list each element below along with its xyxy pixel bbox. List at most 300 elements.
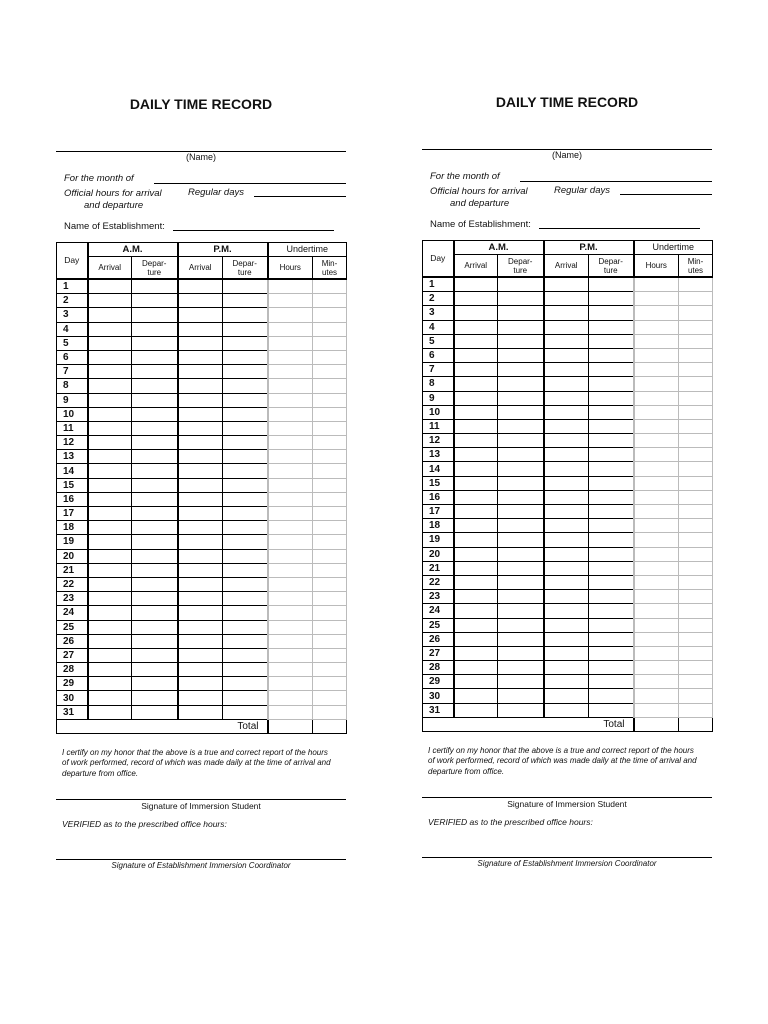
am-departure-cell[interactable] [132,450,178,464]
establishment-field[interactable] [539,228,700,229]
pm-departure-cell[interactable] [223,492,268,506]
pm-departure-cell[interactable] [589,632,634,646]
am-arrival-cell[interactable] [88,648,132,662]
am-departure-cell[interactable] [498,405,544,419]
pm-departure-cell[interactable] [223,606,268,620]
pm-departure-cell[interactable] [589,405,634,419]
pm-arrival-cell[interactable] [178,350,223,364]
am-arrival-cell[interactable] [454,675,498,689]
pm-departure-cell[interactable] [589,661,634,675]
undertime-hours-cell[interactable] [634,505,679,519]
am-departure-cell[interactable] [132,507,178,521]
am-arrival-cell[interactable] [88,549,132,563]
am-arrival-cell[interactable] [454,391,498,405]
am-arrival-cell[interactable] [88,677,132,691]
am-arrival-cell[interactable] [88,492,132,506]
pm-arrival-cell[interactable] [544,618,589,632]
pm-arrival-cell[interactable] [544,320,589,334]
undertime-hours-cell[interactable] [268,308,313,322]
undertime-minutes-cell[interactable] [313,606,347,620]
pm-departure-cell[interactable] [589,561,634,575]
am-departure-cell[interactable] [498,590,544,604]
am-arrival-cell[interactable] [454,604,498,618]
am-arrival-cell[interactable] [454,306,498,320]
undertime-minutes-cell[interactable] [679,377,713,391]
pm-arrival-cell[interactable] [178,592,223,606]
pm-arrival-cell[interactable] [544,348,589,362]
pm-departure-cell[interactable] [589,434,634,448]
undertime-hours-cell[interactable] [268,549,313,563]
pm-arrival-cell[interactable] [544,434,589,448]
am-arrival-cell[interactable] [454,462,498,476]
establishment-field[interactable] [173,230,334,231]
undertime-minutes-cell[interactable] [313,535,347,549]
undertime-minutes-cell[interactable] [679,519,713,533]
undertime-minutes-cell[interactable] [679,632,713,646]
undertime-hours-cell[interactable] [268,563,313,577]
pm-departure-cell[interactable] [223,407,268,421]
pm-arrival-cell[interactable] [178,308,223,322]
pm-arrival-cell[interactable] [178,677,223,691]
undertime-hours-cell[interactable] [634,547,679,561]
am-arrival-cell[interactable] [88,507,132,521]
undertime-minutes-cell[interactable] [679,646,713,660]
undertime-hours-cell[interactable] [268,407,313,421]
am-arrival-cell[interactable] [454,320,498,334]
am-departure-cell[interactable] [132,577,178,591]
am-arrival-cell[interactable] [88,620,132,634]
pm-departure-cell[interactable] [223,294,268,308]
pm-arrival-cell[interactable] [178,478,223,492]
am-departure-cell[interactable] [132,336,178,350]
pm-departure-cell[interactable] [589,476,634,490]
total-hours-cell[interactable] [634,717,679,731]
undertime-minutes-cell[interactable] [679,505,713,519]
am-arrival-cell[interactable] [454,419,498,433]
am-arrival-cell[interactable] [454,363,498,377]
undertime-hours-cell[interactable] [634,490,679,504]
total-hours-cell[interactable] [268,719,313,733]
am-arrival-cell[interactable] [88,350,132,364]
pm-departure-cell[interactable] [223,620,268,634]
undertime-hours-cell[interactable] [268,450,313,464]
undertime-hours-cell[interactable] [268,436,313,450]
pm-departure-cell[interactable] [589,547,634,561]
am-arrival-cell[interactable] [88,365,132,379]
pm-departure-cell[interactable] [223,336,268,350]
undertime-minutes-cell[interactable] [313,464,347,478]
pm-departure-cell[interactable] [223,535,268,549]
pm-arrival-cell[interactable] [544,575,589,589]
pm-arrival-cell[interactable] [178,279,223,294]
am-arrival-cell[interactable] [88,606,132,620]
undertime-minutes-cell[interactable] [679,533,713,547]
undertime-minutes-cell[interactable] [313,677,347,691]
pm-arrival-cell[interactable] [544,363,589,377]
undertime-minutes-cell[interactable] [679,575,713,589]
am-arrival-cell[interactable] [88,592,132,606]
pm-departure-cell[interactable] [589,490,634,504]
am-departure-cell[interactable] [498,448,544,462]
pm-departure-cell[interactable] [223,691,268,705]
undertime-minutes-cell[interactable] [313,563,347,577]
undertime-hours-cell[interactable] [634,434,679,448]
am-departure-cell[interactable] [498,348,544,362]
undertime-hours-cell[interactable] [268,336,313,350]
pm-arrival-cell[interactable] [178,663,223,677]
am-departure-cell[interactable] [498,320,544,334]
am-departure-cell[interactable] [132,691,178,705]
pm-arrival-cell[interactable] [178,336,223,350]
am-arrival-cell[interactable] [88,322,132,336]
am-departure-cell[interactable] [498,490,544,504]
undertime-minutes-cell[interactable] [679,618,713,632]
undertime-hours-cell[interactable] [268,350,313,364]
undertime-minutes-cell[interactable] [679,462,713,476]
undertime-hours-cell[interactable] [268,535,313,549]
undertime-hours-cell[interactable] [634,646,679,660]
am-departure-cell[interactable] [132,322,178,336]
am-arrival-cell[interactable] [88,294,132,308]
am-departure-cell[interactable] [498,292,544,306]
pm-departure-cell[interactable] [223,577,268,591]
am-arrival-cell[interactable] [454,348,498,362]
am-departure-cell[interactable] [132,421,178,435]
undertime-hours-cell[interactable] [268,677,313,691]
undertime-hours-cell[interactable] [634,277,679,292]
am-arrival-cell[interactable] [454,476,498,490]
undertime-hours-cell[interactable] [268,379,313,393]
pm-arrival-cell[interactable] [178,705,223,719]
undertime-hours-cell[interactable] [268,464,313,478]
regular-days-field[interactable] [254,196,346,197]
am-departure-cell[interactable] [498,575,544,589]
am-arrival-cell[interactable] [454,448,498,462]
pm-departure-cell[interactable] [589,533,634,547]
pm-departure-cell[interactable] [223,308,268,322]
pm-arrival-cell[interactable] [544,292,589,306]
regular-days-field[interactable] [620,194,712,195]
am-departure-cell[interactable] [132,294,178,308]
am-arrival-cell[interactable] [454,661,498,675]
undertime-minutes-cell[interactable] [679,363,713,377]
am-arrival-cell[interactable] [454,618,498,632]
am-departure-cell[interactable] [498,363,544,377]
pm-arrival-cell[interactable] [178,322,223,336]
undertime-hours-cell[interactable] [634,533,679,547]
undertime-minutes-cell[interactable] [679,292,713,306]
undertime-hours-cell[interactable] [634,363,679,377]
undertime-hours-cell[interactable] [268,322,313,336]
pm-departure-cell[interactable] [589,618,634,632]
am-departure-cell[interactable] [132,705,178,719]
am-departure-cell[interactable] [498,462,544,476]
am-departure-cell[interactable] [132,606,178,620]
am-arrival-cell[interactable] [454,561,498,575]
pm-departure-cell[interactable] [589,505,634,519]
pm-departure-cell[interactable] [223,379,268,393]
undertime-hours-cell[interactable] [634,519,679,533]
pm-departure-cell[interactable] [223,507,268,521]
pm-arrival-cell[interactable] [544,604,589,618]
undertime-hours-cell[interactable] [268,294,313,308]
undertime-hours-cell[interactable] [268,507,313,521]
undertime-minutes-cell[interactable] [679,561,713,575]
am-departure-cell[interactable] [132,634,178,648]
am-departure-cell[interactable] [498,377,544,391]
pm-departure-cell[interactable] [223,421,268,435]
undertime-minutes-cell[interactable] [313,592,347,606]
undertime-minutes-cell[interactable] [679,604,713,618]
am-departure-cell[interactable] [132,279,178,294]
pm-arrival-cell[interactable] [544,490,589,504]
undertime-minutes-cell[interactable] [313,421,347,435]
undertime-minutes-cell[interactable] [313,450,347,464]
undertime-minutes-cell[interactable] [679,661,713,675]
pm-departure-cell[interactable] [223,677,268,691]
pm-departure-cell[interactable] [223,592,268,606]
am-departure-cell[interactable] [498,675,544,689]
undertime-hours-cell[interactable] [634,334,679,348]
am-arrival-cell[interactable] [454,689,498,703]
undertime-minutes-cell[interactable] [679,306,713,320]
pm-departure-cell[interactable] [223,521,268,535]
am-departure-cell[interactable] [498,434,544,448]
am-arrival-cell[interactable] [454,519,498,533]
am-departure-cell[interactable] [132,592,178,606]
pm-departure-cell[interactable] [589,604,634,618]
am-arrival-cell[interactable] [88,407,132,421]
am-departure-cell[interactable] [498,419,544,433]
am-arrival-cell[interactable] [454,703,498,717]
undertime-hours-cell[interactable] [268,577,313,591]
pm-departure-cell[interactable] [589,292,634,306]
undertime-minutes-cell[interactable] [679,419,713,433]
pm-arrival-cell[interactable] [544,391,589,405]
am-arrival-cell[interactable] [454,277,498,292]
pm-departure-cell[interactable] [589,575,634,589]
am-arrival-cell[interactable] [88,336,132,350]
undertime-hours-cell[interactable] [634,320,679,334]
undertime-hours-cell[interactable] [268,478,313,492]
undertime-minutes-cell[interactable] [679,320,713,334]
pm-arrival-cell[interactable] [544,519,589,533]
pm-departure-cell[interactable] [223,436,268,450]
undertime-hours-cell[interactable] [268,648,313,662]
am-departure-cell[interactable] [132,478,178,492]
undertime-hours-cell[interactable] [268,634,313,648]
pm-arrival-cell[interactable] [178,563,223,577]
undertime-hours-cell[interactable] [268,421,313,435]
am-departure-cell[interactable] [498,334,544,348]
am-departure-cell[interactable] [132,677,178,691]
pm-arrival-cell[interactable] [178,492,223,506]
pm-departure-cell[interactable] [223,663,268,677]
am-arrival-cell[interactable] [88,464,132,478]
undertime-hours-cell[interactable] [634,292,679,306]
pm-departure-cell[interactable] [223,634,268,648]
pm-arrival-cell[interactable] [178,365,223,379]
undertime-hours-cell[interactable] [634,391,679,405]
pm-arrival-cell[interactable] [544,646,589,660]
am-departure-cell[interactable] [132,663,178,677]
am-departure-cell[interactable] [498,689,544,703]
pm-departure-cell[interactable] [589,348,634,362]
pm-arrival-cell[interactable] [544,675,589,689]
am-arrival-cell[interactable] [454,377,498,391]
undertime-minutes-cell[interactable] [679,547,713,561]
month-field[interactable] [520,181,712,182]
am-departure-cell[interactable] [498,646,544,660]
am-departure-cell[interactable] [498,519,544,533]
am-departure-cell[interactable] [498,632,544,646]
am-arrival-cell[interactable] [88,663,132,677]
pm-arrival-cell[interactable] [178,421,223,435]
pm-arrival-cell[interactable] [544,505,589,519]
am-departure-cell[interactable] [498,604,544,618]
pm-departure-cell[interactable] [223,279,268,294]
undertime-minutes-cell[interactable] [679,334,713,348]
undertime-hours-cell[interactable] [634,476,679,490]
undertime-hours-cell[interactable] [268,492,313,506]
pm-arrival-cell[interactable] [544,547,589,561]
pm-departure-cell[interactable] [589,590,634,604]
undertime-hours-cell[interactable] [634,405,679,419]
am-arrival-cell[interactable] [88,308,132,322]
pm-arrival-cell[interactable] [178,507,223,521]
pm-arrival-cell[interactable] [178,393,223,407]
pm-departure-cell[interactable] [589,377,634,391]
am-departure-cell[interactable] [132,535,178,549]
undertime-minutes-cell[interactable] [679,675,713,689]
am-departure-cell[interactable] [498,306,544,320]
pm-departure-cell[interactable] [589,646,634,660]
pm-departure-cell[interactable] [589,703,634,717]
undertime-hours-cell[interactable] [268,521,313,535]
undertime-minutes-cell[interactable] [313,308,347,322]
pm-departure-cell[interactable] [223,350,268,364]
undertime-minutes-cell[interactable] [313,663,347,677]
am-departure-cell[interactable] [132,648,178,662]
pm-arrival-cell[interactable] [544,448,589,462]
undertime-minutes-cell[interactable] [313,379,347,393]
am-departure-cell[interactable] [132,350,178,364]
pm-departure-cell[interactable] [223,563,268,577]
undertime-minutes-cell[interactable] [313,634,347,648]
undertime-hours-cell[interactable] [634,618,679,632]
pm-arrival-cell[interactable] [178,464,223,478]
pm-arrival-cell[interactable] [178,521,223,535]
month-field[interactable] [154,183,346,184]
pm-departure-cell[interactable] [223,365,268,379]
pm-arrival-cell[interactable] [544,277,589,292]
am-departure-cell[interactable] [498,618,544,632]
undertime-hours-cell[interactable] [268,592,313,606]
pm-arrival-cell[interactable] [178,450,223,464]
total-minutes-cell[interactable] [679,717,713,731]
undertime-hours-cell[interactable] [634,419,679,433]
pm-arrival-cell[interactable] [544,590,589,604]
undertime-hours-cell[interactable] [634,306,679,320]
undertime-minutes-cell[interactable] [313,365,347,379]
pm-departure-cell[interactable] [589,306,634,320]
undertime-minutes-cell[interactable] [313,407,347,421]
am-departure-cell[interactable] [132,436,178,450]
pm-arrival-cell[interactable] [544,632,589,646]
pm-arrival-cell[interactable] [544,306,589,320]
am-arrival-cell[interactable] [454,292,498,306]
undertime-minutes-cell[interactable] [313,478,347,492]
am-arrival-cell[interactable] [454,632,498,646]
pm-departure-cell[interactable] [589,689,634,703]
pm-arrival-cell[interactable] [544,462,589,476]
pm-arrival-cell[interactable] [178,648,223,662]
undertime-hours-cell[interactable] [634,377,679,391]
pm-departure-cell[interactable] [589,391,634,405]
am-arrival-cell[interactable] [88,705,132,719]
am-arrival-cell[interactable] [454,646,498,660]
am-arrival-cell[interactable] [88,634,132,648]
am-departure-cell[interactable] [498,661,544,675]
undertime-minutes-cell[interactable] [313,322,347,336]
am-arrival-cell[interactable] [88,450,132,464]
pm-arrival-cell[interactable] [544,689,589,703]
undertime-minutes-cell[interactable] [313,577,347,591]
undertime-minutes-cell[interactable] [313,691,347,705]
pm-departure-cell[interactable] [223,705,268,719]
am-arrival-cell[interactable] [454,434,498,448]
am-arrival-cell[interactable] [454,590,498,604]
undertime-hours-cell[interactable] [268,620,313,634]
undertime-minutes-cell[interactable] [313,648,347,662]
pm-arrival-cell[interactable] [178,294,223,308]
pm-departure-cell[interactable] [589,363,634,377]
undertime-minutes-cell[interactable] [679,448,713,462]
undertime-minutes-cell[interactable] [313,393,347,407]
total-minutes-cell[interactable] [313,719,347,733]
am-arrival-cell[interactable] [88,436,132,450]
am-arrival-cell[interactable] [88,535,132,549]
am-departure-cell[interactable] [498,561,544,575]
pm-departure-cell[interactable] [589,462,634,476]
am-departure-cell[interactable] [132,365,178,379]
am-departure-cell[interactable] [132,407,178,421]
pm-arrival-cell[interactable] [544,533,589,547]
undertime-minutes-cell[interactable] [313,492,347,506]
pm-departure-cell[interactable] [223,648,268,662]
undertime-hours-cell[interactable] [634,632,679,646]
am-departure-cell[interactable] [132,308,178,322]
pm-departure-cell[interactable] [223,322,268,336]
undertime-hours-cell[interactable] [634,604,679,618]
undertime-minutes-cell[interactable] [679,689,713,703]
undertime-minutes-cell[interactable] [679,590,713,604]
undertime-minutes-cell[interactable] [313,350,347,364]
am-departure-cell[interactable] [498,505,544,519]
pm-arrival-cell[interactable] [178,535,223,549]
am-departure-cell[interactable] [132,549,178,563]
am-arrival-cell[interactable] [88,563,132,577]
undertime-minutes-cell[interactable] [313,705,347,719]
am-arrival-cell[interactable] [454,547,498,561]
pm-arrival-cell[interactable] [178,549,223,563]
am-departure-cell[interactable] [498,277,544,292]
pm-arrival-cell[interactable] [178,577,223,591]
undertime-hours-cell[interactable] [634,703,679,717]
undertime-minutes-cell[interactable] [313,549,347,563]
am-departure-cell[interactable] [498,476,544,490]
am-arrival-cell[interactable] [454,533,498,547]
